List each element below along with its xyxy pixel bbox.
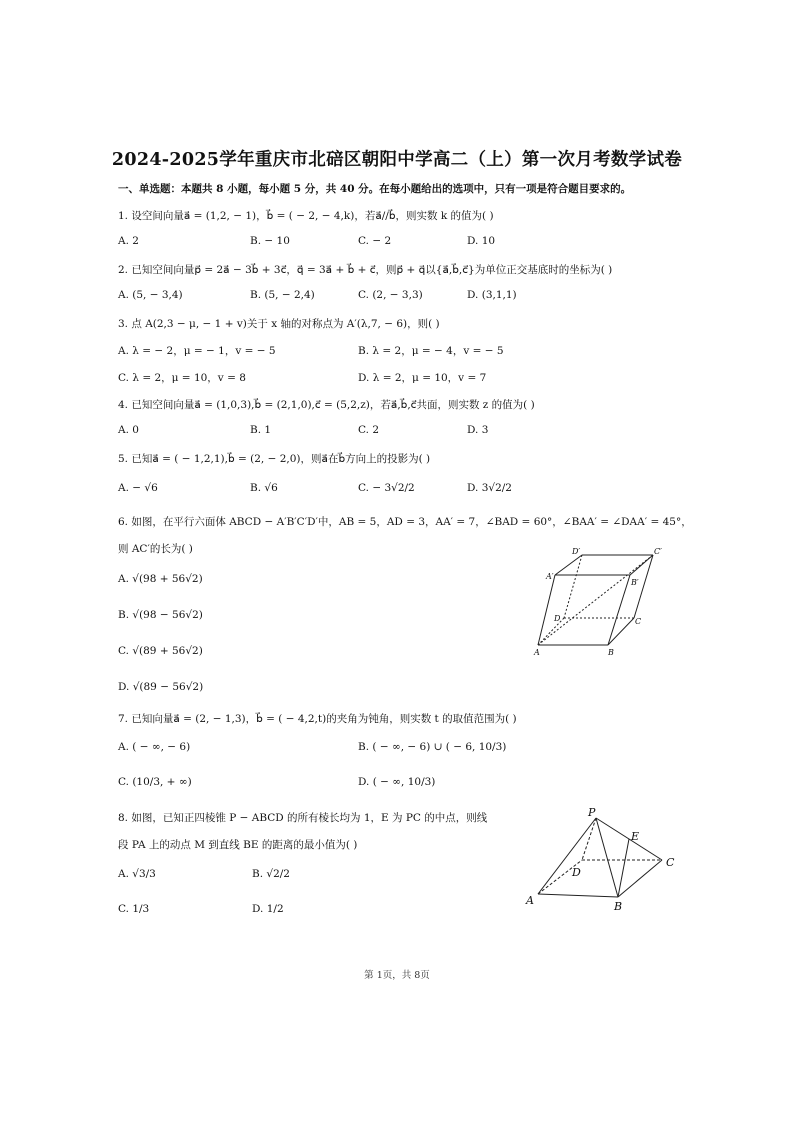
question-8-stem-line2: 段 PA 上的动点 M 到直线 BE 的距离的最小值为( ): [118, 839, 358, 851]
q4-option-d: D. 3: [467, 424, 489, 436]
q7-option-d: D. ( − ∞, 10/3): [358, 776, 436, 788]
q7-option-a: A. ( − ∞, − 6): [118, 741, 191, 753]
label-b-prime: B′: [631, 578, 639, 587]
q2-option-b: B. (5, − 2,4): [250, 289, 315, 301]
label-d-prime: D′: [572, 547, 581, 556]
q1-option-b: B. − 10: [250, 235, 290, 247]
label-p: P: [588, 806, 596, 819]
label-a-prime: A′: [546, 572, 554, 581]
q4-option-c: C. 2: [358, 424, 380, 436]
question-8-stem: 8. 如图，已知正四棱锥 P − ABCD 的所有棱长均为 1，E 为 PC 的中点，则线: [118, 812, 488, 824]
q4-option-a: A. 0: [118, 424, 139, 436]
q1-option-c: C. − 2: [358, 235, 392, 247]
question-7-stem: 7. 已知向量a⃗ = (2, − 1,3)，b⃗ = ( − 4,2,t)的夹角为钝角，则实数 t 的取值范围为( ): [118, 713, 517, 725]
label-b: B: [608, 648, 614, 657]
q5-option-c: C. − 3√2/2: [358, 482, 415, 494]
q1-option-d: D. 10: [467, 235, 496, 247]
page-title: 2024-2025学年重庆市北碚区朝阳中学高二（上）第一次月考数学试卷: [111, 150, 683, 170]
label-d: D: [554, 614, 561, 623]
label-c: C: [635, 617, 642, 626]
label-e: E: [631, 830, 640, 843]
q8-option-b: B. √2/2: [252, 868, 290, 880]
question-6-stem-line2: 则 AC′的长为( ): [118, 543, 193, 555]
q7-option-b: B. ( − ∞, − 6) ∪ ( − 6, 10/3): [358, 741, 507, 753]
q7-option-c: C. (10/3, + ∞): [118, 776, 192, 788]
label-b-pyr: B: [614, 900, 623, 912]
figure-parallelepiped: [528, 545, 668, 657]
q8-option-a: A. √3/3: [118, 868, 156, 880]
question-5-stem: 5. 已知a⃗ = ( − 1,2,1),b⃗ = (2, − 2,0)，则a⃗在b⃗方向上的投影为( ): [118, 453, 431, 465]
q5-option-a: A. − √6: [118, 482, 158, 494]
section-heading: 一、单选题：本题共 8 小题，每小题 5 分，共 40 分。在每小题给出的选项中，只有一项是符合题目要求的。: [118, 183, 632, 195]
q3-option-d: D. λ = 2，μ = 10，v = 7: [358, 372, 487, 384]
q6-option-a: A. √(98 + 56√2): [118, 573, 203, 585]
q3-option-a: A. λ = − 2，μ = − 1，v = − 5: [118, 345, 276, 357]
question-6-stem: 6. 如图，在平行六面体 ABCD − A′B′C′D′中，AB = 5，AD = 3，AA′ = 7，∠BAD = 60°，∠BAA′ = ∠DAA′ = 45°，: [118, 516, 692, 528]
q6-option-b: B. √(98 − 56√2): [118, 609, 203, 621]
q6-option-d: D. √(89 − 56√2): [118, 681, 204, 693]
label-c-prime: C′: [654, 547, 662, 556]
page-footer: 第 1页，共 8页: [364, 970, 430, 981]
q2-option-d: D. (3,1,1): [467, 289, 517, 301]
q2-option-c: C. (2, − 3,3): [358, 289, 423, 301]
label-a-pyr: A: [526, 894, 534, 907]
q2-option-a: A. (5, − 3,4): [118, 289, 183, 301]
q5-option-d: D. 3√2/2: [467, 482, 512, 494]
label-d-pyr: D: [572, 866, 581, 879]
q5-option-b: B. √6: [250, 482, 278, 494]
label-c-pyr: C: [666, 856, 675, 869]
question-1-stem: 1. 设空间向量a⃗ = (1,2, − 1)，b⃗ = ( − 2, − 4,k)，若a⃗//b⃗，则实数 k 的值为( ): [118, 210, 494, 222]
q3-option-c: C. λ = 2，μ = 10，v = 8: [118, 372, 246, 384]
question-4-stem: 4. 已知空间向量a⃗ = (1,0,3),b⃗ = (2,1,0),c⃗ = (5,2,z)，若a⃗,b⃗,c⃗共面，则实数 z 的值为( ): [118, 399, 535, 411]
q1-option-a: A. 2: [118, 235, 139, 247]
question-2-stem: 2. 已知空间向量p⃗ = 2a⃗ − 3b⃗ + 3c⃗，q⃗ = 3a⃗ + b⃗ + c⃗，则p⃗ + q⃗以{a⃗,b⃗,c⃗}为单位正交基底时的坐标为( ): [118, 264, 613, 276]
q4-option-b: B. 1: [250, 424, 272, 436]
q8-option-d: D. 1/2: [252, 903, 284, 915]
question-3-stem: 3. 点 A(2,3 − μ, − 1 + v)关于 x 轴的对称点为 A′(λ,7, − 6)，则( ): [118, 318, 440, 330]
q3-option-b: B. λ = 2，μ = − 4，v = − 5: [358, 345, 504, 357]
figure-pyramid: [522, 804, 682, 912]
q8-option-c: C. 1/3: [118, 903, 150, 915]
label-a: A: [534, 648, 540, 657]
q6-option-c: C. √(89 + 56√2): [118, 645, 203, 657]
